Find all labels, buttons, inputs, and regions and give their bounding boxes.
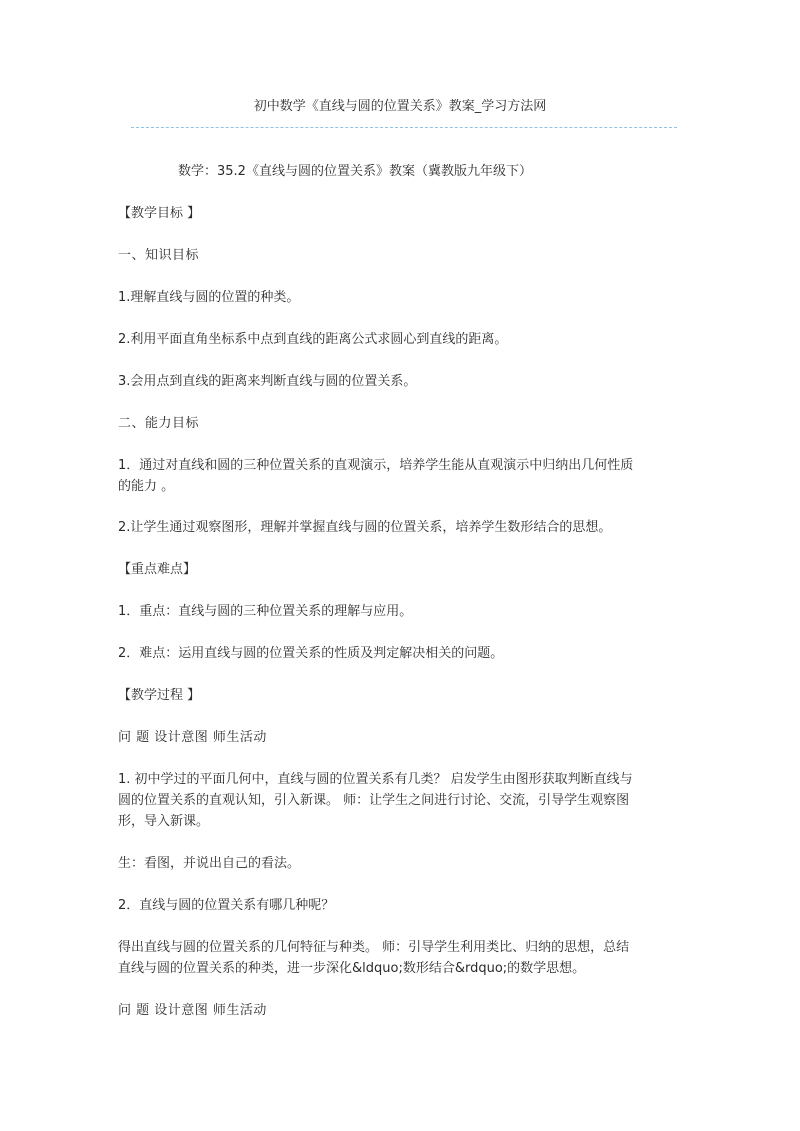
student-response: 生：看图，并说出自己的看法。 bbox=[118, 856, 301, 871]
knowledge-goal-1: 1.理解直线与圆的位置的种类。 bbox=[118, 290, 300, 305]
ability-goal-2: 2.让学生通过观察图形，理解并掌握直线与圆的位置关系，培养学生数形结合的思想。 bbox=[118, 520, 612, 535]
document-title: 初中数学《直线与圆的位置关系》教案_学习方法网 bbox=[253, 99, 547, 114]
knowledge-goal-2: 2.利用平面直角坐标系中点到直线的距离公式求圆心到直线的距离。 bbox=[118, 332, 508, 347]
process-item-1-line-1: 1. 初中学过的平面几何中，直线与圆的位置关系有几类？ 启发学生由图形获取判断直线与 bbox=[118, 772, 633, 787]
subheading-knowledge-goals: 一、知识目标 bbox=[118, 248, 200, 263]
knowledge-goal-3: 3.会用点到直线的距离来判断直线与圆的位置关系。 bbox=[118, 374, 417, 389]
section-heading-key-points: 【重点难点】 bbox=[118, 562, 197, 577]
process-table-header: 问 题 设计意图 师生活动 bbox=[118, 730, 267, 745]
process-item-1-line-2: 圆的位置关系的直观认知，引入新课。 师：让学生之间进行讨论、交流，引导学生观察图 bbox=[118, 793, 630, 808]
process-table-header-repeat: 问 题 设计意图 师生活动 bbox=[118, 1003, 267, 1018]
key-point-2: 2．难点：运用直线与圆的位置关系的性质及判定解决相关的问题。 bbox=[118, 646, 504, 661]
key-point-1: 1．重点：直线与圆的三种位置关系的理解与应用。 bbox=[118, 604, 413, 619]
subheading-ability-goals: 二、能力目标 bbox=[118, 416, 200, 431]
section-heading-process: 【教学过程 】 bbox=[118, 688, 201, 703]
process-item-1-line-3: 形，导入新课。 bbox=[118, 814, 210, 829]
process-item-2-detail-line-1: 得出直线与圆的位置关系的几何特征与种类。 师：引导学生利用类比、归纳的思想，总结 bbox=[118, 940, 630, 955]
ability-goal-1-line-2: 的能力 。 bbox=[118, 479, 175, 494]
title-divider bbox=[131, 127, 677, 128]
ability-goal-1-line-1: 1．通过对直线和圆的三种位置关系的直观演示，培养学生能从直观演示中归纳出几何性质 bbox=[118, 458, 634, 473]
process-item-2-detail-line-2: 直线与圆的位置关系的种类，进一步深化&ldquo;数形结合&rdquo;的数学思想。 bbox=[118, 961, 586, 976]
process-item-2: 2．直线与圆的位置关系有哪几种呢？ bbox=[118, 898, 335, 913]
section-heading-objectives: 【教学目标 】 bbox=[118, 206, 201, 221]
lesson-subtitle: 数学：35.2《直线与圆的位置关系》教案（冀教版九年级下） bbox=[178, 164, 532, 179]
